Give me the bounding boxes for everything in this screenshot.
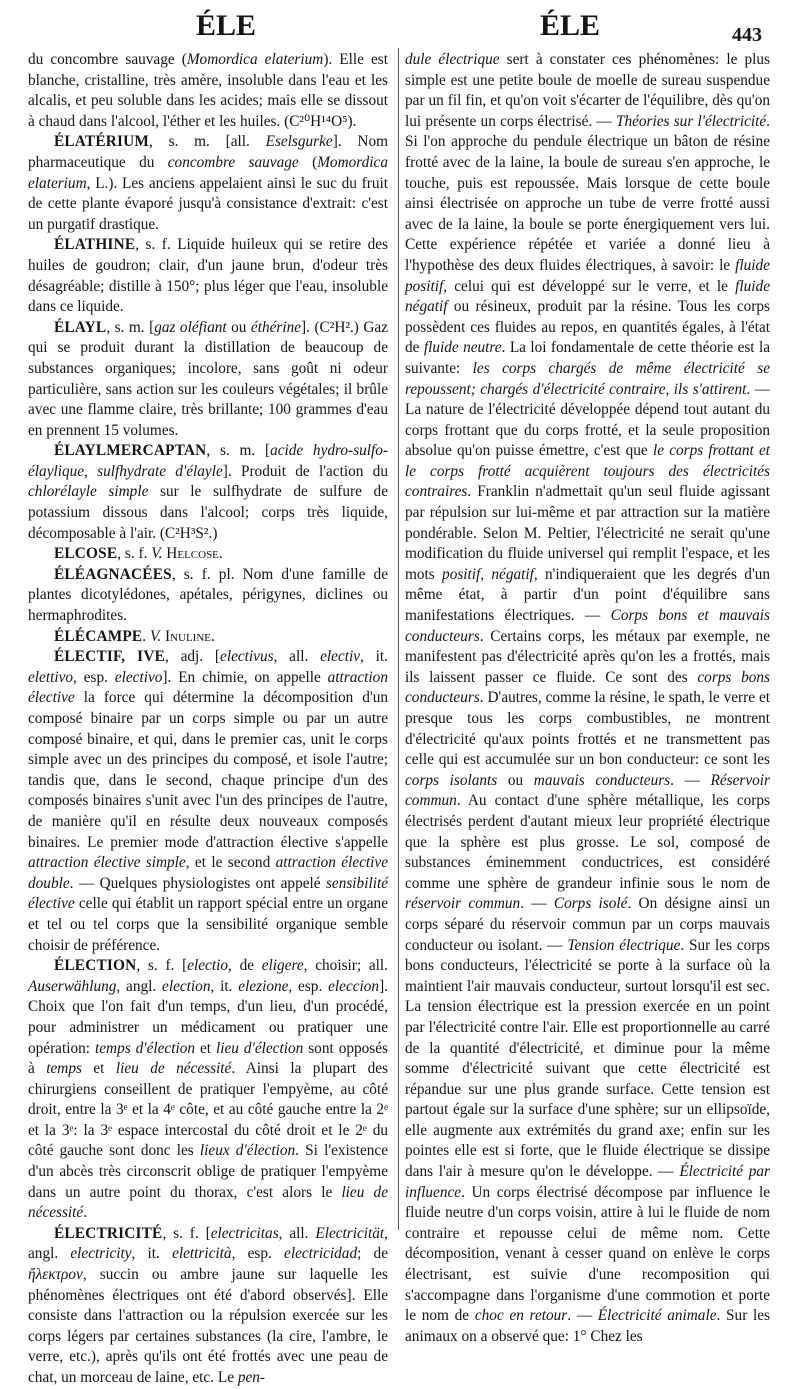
text-run: . D'autres, comme la résine, le spath, le verre et presque tous les corps combustibles, ne montrent d'électricité qu'aux points frottés et ne transmettent pas celle qui est accumulée sur un bon conducteur: ce sont les	[405, 689, 770, 769]
text-run: ]. Choix que l'on fait d'un temps, d'un lieu, d'un procédé, pour administrer un médicament ou pratiquer une opération:	[28, 977, 388, 1057]
text-run: ; de	[357, 1245, 388, 1263]
italic-text: V.	[151, 545, 163, 563]
text-run: . Un corps électrisé décompose par influence le fluide neutre d'un corps voisin, attire à lui le fluide de nom contraire et repousse celui de même nom. Cette décomposition, venant à cesser quand on enlève le corps électrisant, est suivie d'une recomposition qui s'accompagne dans l'organisme d'une commotion et porte le nom de	[405, 1183, 770, 1325]
text-run: ). Elle est blanche, cristalline, très amère, insoluble dans l'eau et les alcalis, et peu soluble dans les acides; mais elle se dissout à chaud dans l'alcool, l'éther et les huiles. (C²⁰H¹⁴O⁵).	[28, 51, 388, 130]
text-run: et	[81, 1060, 116, 1078]
italic-text: eligere	[261, 957, 304, 975]
italic-text: Théories sur l'électricité	[615, 112, 767, 130]
continued-text	[405, 50, 770, 1347]
text-run: , n'indiqueraient que les degrés d'un même état, à partir d'un point d'équilibre sans manifestations électriques. —	[405, 565, 770, 625]
text-run: , s. f. [	[136, 957, 188, 975]
text-run: , it.	[131, 1245, 173, 1263]
italic-text: Eselsgurke	[265, 133, 333, 151]
italic-text: V.	[149, 627, 162, 645]
text-run: , s. f. Liquide huileux qui se retire des huiles de goudron; clair, d'un jaune brun, d'odeur très désagréable; distille à 150°; plus léger que l'eau, insoluble dans ce liquide.	[28, 236, 388, 316]
italic-text: éthérine	[250, 318, 302, 336]
text-run: , esp.	[288, 977, 329, 995]
text-run: , s. f.	[117, 545, 152, 563]
italic-text: Corps bons et mauvais conducteurs	[405, 607, 770, 645]
dictionary-entry	[28, 441, 388, 544]
text-run: sert à constater ces phénomènes: le plus simple est une petite boule de moelle de sureau suspendue par un fil fin, et qu'on voit s'écarter de l'équilibre, dès qu'on lui présente un corps électrisé. —	[405, 51, 770, 130]
italic-text: le corps frottant et le corps frotté acquièrent toujours des électricités contraires	[405, 442, 771, 501]
italic-text: positif, négatif	[442, 565, 534, 583]
text-run: , esp.	[73, 668, 115, 686]
entry-headword: ÉLATHINE	[54, 236, 136, 254]
italic-text: Corps isolé	[553, 895, 628, 913]
text-run: .	[142, 627, 150, 645]
entry-headword: ÉLAYLMERCAPTAN	[54, 442, 207, 460]
dictionary-entry	[28, 132, 388, 235]
italic-text: Momordica elaterium	[186, 51, 324, 68]
italic-text: eleccion	[328, 977, 380, 995]
italic-text: Électricité par influence	[405, 1163, 771, 1201]
page-number: 443	[732, 24, 762, 46]
text-run: . Au contact d'une sphère métallique, les corps électrisés perdent d'autant mieux leur propriété électrique que la sphère est plus grosse. Le sol, composé de substances éminemment conductrices, est considéré comme une sphère de grandeur infinie sous le nom de	[405, 792, 770, 892]
italic-text: temps d'élection	[95, 1039, 195, 1057]
continued-text	[28, 50, 388, 132]
italic-text: attraction élective double	[28, 854, 388, 892]
italic-text: concombre sauvage	[167, 153, 299, 171]
text-run: et	[195, 1039, 216, 1057]
dictionary-entry	[28, 1224, 388, 1389]
text-run: , s. m. [all.	[149, 133, 266, 151]
text-run: . Sur les corps bons conducteurs, l'électricité se porte à la surface où la maintient l'air mauvais conducteur, surtout lorsqu'il est sec. La tension électrique est la pression exercée en un point par l'électricité contre l'air. Elle est proportionnelle au carré de la quantité d'électricité, et diminue pour la même somme d'électricité suivant que cette électricité est répandue sur une plus grande surface. Cette tension est partout égale sur la surface d'une sphère; sur un ellipsoïde, elle augmente aux extrémités du grand axe; enfin sur les pointes elle est si forte, que le fluide électrique se dissipe dans l'air à mesure qu'on le développe. —	[405, 936, 770, 1181]
text-run: . Sur les animaux on a observé que: 1° Chez les	[405, 1307, 770, 1345]
dictionary-entry	[28, 318, 388, 442]
text-run: . Si l'existence d'un abcès très circonscrit oblige de pratiquer l'empyème dans un autre point du thorax, c'est alors le	[28, 1142, 389, 1201]
italic-text: elettricità	[172, 1245, 232, 1263]
italic-text: elettivo	[28, 668, 74, 686]
entry-headword: ÉLECTIF, IVE	[54, 648, 165, 666]
text-run: , L.). Les anciens appelaient ainsi le suc du fruit de cette plante évaporé jusqu'à consistance d'extrait: c'est un purgatif drastique.	[28, 174, 388, 233]
entry-headword: ÉLÉCAMPE	[54, 627, 143, 645]
text-run: , all.	[273, 648, 321, 666]
text-run: ]. (C²H².) Gaz qui se produit durant la distillation de beaucoup de substances organiques; incolore, sans goût ni odeur particulière, sans action sur les couleurs végétales; il brûle avec une flamme claire, très brillante; 100 grammes d'eau en prennent 15 volumes.	[28, 318, 388, 439]
entry-headword: ELCOSE	[54, 545, 118, 563]
text-run: , et le second	[185, 854, 276, 872]
entry-headword: ÉLÉAGNACÉES	[54, 565, 172, 583]
right-running-head: ÉLE	[540, 9, 601, 42]
italic-text: Réservoir commun	[405, 771, 770, 810]
text-run: , succin ou ambre jaune sur laquelle les phénomènes électriques ont été d'abord observés]. Elle consiste dans l'attraction ou la répulsion exercée sur les corps légers par certaines substances (la cire, l'ambre, le verre, etc.), après qu'ils ont été frottés avec une peau de chat, un morceau de laine, etc. Le	[28, 1266, 388, 1386]
text-run: .	[218, 545, 223, 563]
entry-headword: ÉLECTION	[54, 957, 137, 975]
text-run: . Franklin n'admettait qu'un seul fluide agissant par répulsion sur lui-même et par attraction sur la matière pondérable. Selon M. Peltier, l'électricité ne serait qu'une modification du fluide universel qui remplit l'espace, et les mots	[405, 483, 770, 583]
text-run: . — La nature de l'électricité développée dépend tout autant du corps frottant que du corps frotté, et la seule proposition absolue qu'on puisse émettre, c'est que	[405, 380, 770, 460]
italic-text: fluide négatif	[405, 277, 770, 316]
text-run: .	[83, 1204, 88, 1222]
text-run: ]. Nom pharmaceutique du	[28, 133, 388, 171]
dictionary-entry	[28, 235, 388, 317]
dictionary-entry	[28, 565, 388, 627]
dictionary-entry	[28, 647, 388, 956]
italic-text: choc en retour	[474, 1307, 568, 1325]
italic-text: ἤλεκτρον	[28, 1266, 83, 1284]
italic-text: réservoir commun	[405, 895, 521, 913]
dictionary-entry	[28, 956, 388, 1224]
italic-text: fluide neutre	[423, 339, 502, 357]
italic-text: lieux d'élection	[199, 1142, 296, 1160]
italic-text: Momordica elaterium	[28, 153, 388, 192]
dictionary-entry	[28, 627, 388, 648]
text-run: , angl.	[116, 977, 163, 995]
italic-text: electivo	[114, 668, 163, 686]
text-run: ou résineux, produit par la résine. Tous les corps possèdent ces fluides au repos, en quantités égales, à l'état de	[405, 298, 770, 357]
text-run: . Ainsi la plupart des chirurgiens conseillent de pratiquer l'empyème, au côté droit, entre la 3ᵉ et la 4ᵉ côte, et au côté gauche entre la 2ᵉ et la 3ᵉ: la 3ᵉ espace intercostal du côté droit et le 2ᵉ du côté gauche sont donc les	[28, 1060, 388, 1160]
italic-text: fluide positif	[405, 256, 770, 295]
cross-reference: Helcose	[166, 545, 219, 563]
text-run: (	[298, 153, 318, 171]
italic-text: corps isolants	[405, 771, 498, 789]
text-run: ou	[497, 771, 534, 789]
text-run: .	[211, 627, 215, 645]
left-running-head: ÉLE	[196, 9, 257, 42]
italic-text: Electricität	[315, 1224, 385, 1242]
text-run: , s. m. [	[206, 442, 271, 460]
italic-text: gaz oléfiant	[154, 318, 227, 336]
text-run: sont opposés à	[28, 1039, 388, 1078]
text-run: . Si l'on approche du pendule électrique un bâton de résine frotté avec de la laine, la boule de sureau s'en approche, le touche, puis est repoussée. Mais lorsque de cette boule ainsi électrisée on approche un tube de verre frotté aussi avec de la laine, la boule se porte énergiquement vers lui. Cette expérience répétée et variée a donné lieu à l'hypothèse des deux fluides électriques, à savoir: le	[405, 112, 770, 274]
text-run: , all.	[278, 1224, 316, 1242]
italic-text: attraction élective	[28, 668, 388, 707]
italic-text: les corps chargés de même électricité se repoussent; chargés d'électricité contraire, ils s'attirent	[405, 359, 771, 398]
text-run: , esp.	[231, 1245, 285, 1263]
text-run: , adj. [	[164, 648, 221, 666]
italic-text: chlorélayle simple	[28, 483, 149, 501]
italic-text: Électricité animale	[597, 1307, 717, 1325]
italic-text: electricity	[70, 1245, 132, 1263]
text-run: , angl.	[28, 1224, 388, 1263]
italic-text: electricitas	[210, 1224, 279, 1242]
text-run: , s. f. [	[162, 1224, 211, 1242]
italic-text: electricidad	[284, 1245, 358, 1263]
text-run: , it.	[360, 648, 388, 666]
text-run: . —	[567, 1307, 598, 1325]
text-run: . —	[670, 771, 711, 789]
text-run: , celui qui est développé sur le verre, et le	[443, 277, 736, 295]
dictionary-entry	[28, 544, 388, 565]
entry-headword: ÉLECTRICITÉ	[54, 1224, 163, 1242]
italic-text: elezione	[238, 977, 289, 995]
text-run: , it.	[210, 977, 239, 995]
italic-text: election	[162, 977, 211, 995]
italic-text: electivus	[220, 648, 274, 666]
italic-text: Auserwählung	[28, 977, 117, 995]
right-column	[405, 50, 771, 1345]
text-run: . —	[520, 895, 554, 913]
italic-text: temps	[46, 1060, 82, 1078]
italic-text: attraction élective simple	[28, 854, 186, 872]
text-run: , s. m. [	[106, 318, 155, 336]
text-run: la force qui détermine la décomposition d'un composé binaire par un corps simple ou par un autre composé binaire, et qui, dans le premier cas, unit le corps simple avec un des principes du composé, et isole l'autre; tandis que, dans le second, chaque principe d'un des composés binaires s'unit avec l'un des principes de l'autre, de manière qu'il en résulte deux nouveaux composés binaires. Le premier mode d'attraction élective s'appelle	[28, 689, 388, 851]
italic-text: acide hydro-sulfo-élaylique, sulfhydrate d'élayle	[28, 442, 388, 480]
text-run: . — Quelques physiologistes ont appelé	[69, 874, 326, 892]
italic-text: lieu d'élection	[216, 1039, 304, 1057]
italic-text: pen-	[237, 1369, 265, 1386]
text-run: . Certains corps, les métaux par exemple, ne manifestent pas d'électricité après qu'on les a frottés, mais ils laissent passer ce fluide. Ce sont des	[405, 627, 770, 686]
text-run: celle qui établit un rapport spécial entre un organe et tel ou tel corps que la sensibilité organique semble choisir de préférence.	[28, 895, 388, 954]
italic-text: sensibilité élective	[28, 874, 388, 913]
italic-text: lieu de nécessité	[28, 1183, 388, 1222]
text-run: . On désigne ainsi un corps séparé du réservoir commun par un corps mauvais conducteur ou isolant. —	[405, 895, 770, 954]
text-run: ou	[226, 318, 251, 336]
italic-text: dule électrique	[405, 51, 500, 68]
text-run: ]. En chimie, on appelle	[162, 668, 328, 686]
italic-text: mauvais conducteurs	[533, 771, 671, 789]
italic-text: lieu de nécessité	[115, 1060, 232, 1078]
italic-text: Tension électrique	[567, 936, 681, 954]
entry-headword: ÉLAYL	[54, 318, 107, 336]
column-divider	[398, 48, 399, 1230]
entry-headword: ÉLATÉRIUM	[54, 133, 150, 151]
text-run: , s. f. pl. Nom d'une famille de plantes dicotylédones, apétales, périgynes, diclines ou hermaphrodites.	[28, 565, 388, 625]
left-column	[28, 50, 389, 1386]
text-run: , choisir; all.	[303, 957, 388, 975]
text-run: . La loi fondamentale de cette théorie est la suivante:	[405, 339, 770, 377]
text-run: sur le sulfhydrate de sulfure de potassium dissous dans l'alcool; corps très liquide, décomposable à l'air. (C²H³S².)	[28, 483, 388, 542]
italic-text: electio	[187, 957, 228, 975]
text-run: du concombre sauvage (	[28, 51, 187, 68]
italic-text: electiv	[320, 648, 361, 666]
text-run: ]. Produit de l'action du	[222, 462, 388, 480]
cross-reference: Inuline	[164, 627, 212, 645]
italic-text: corps bons conducteurs	[405, 668, 770, 707]
text-run: , de	[228, 957, 262, 975]
